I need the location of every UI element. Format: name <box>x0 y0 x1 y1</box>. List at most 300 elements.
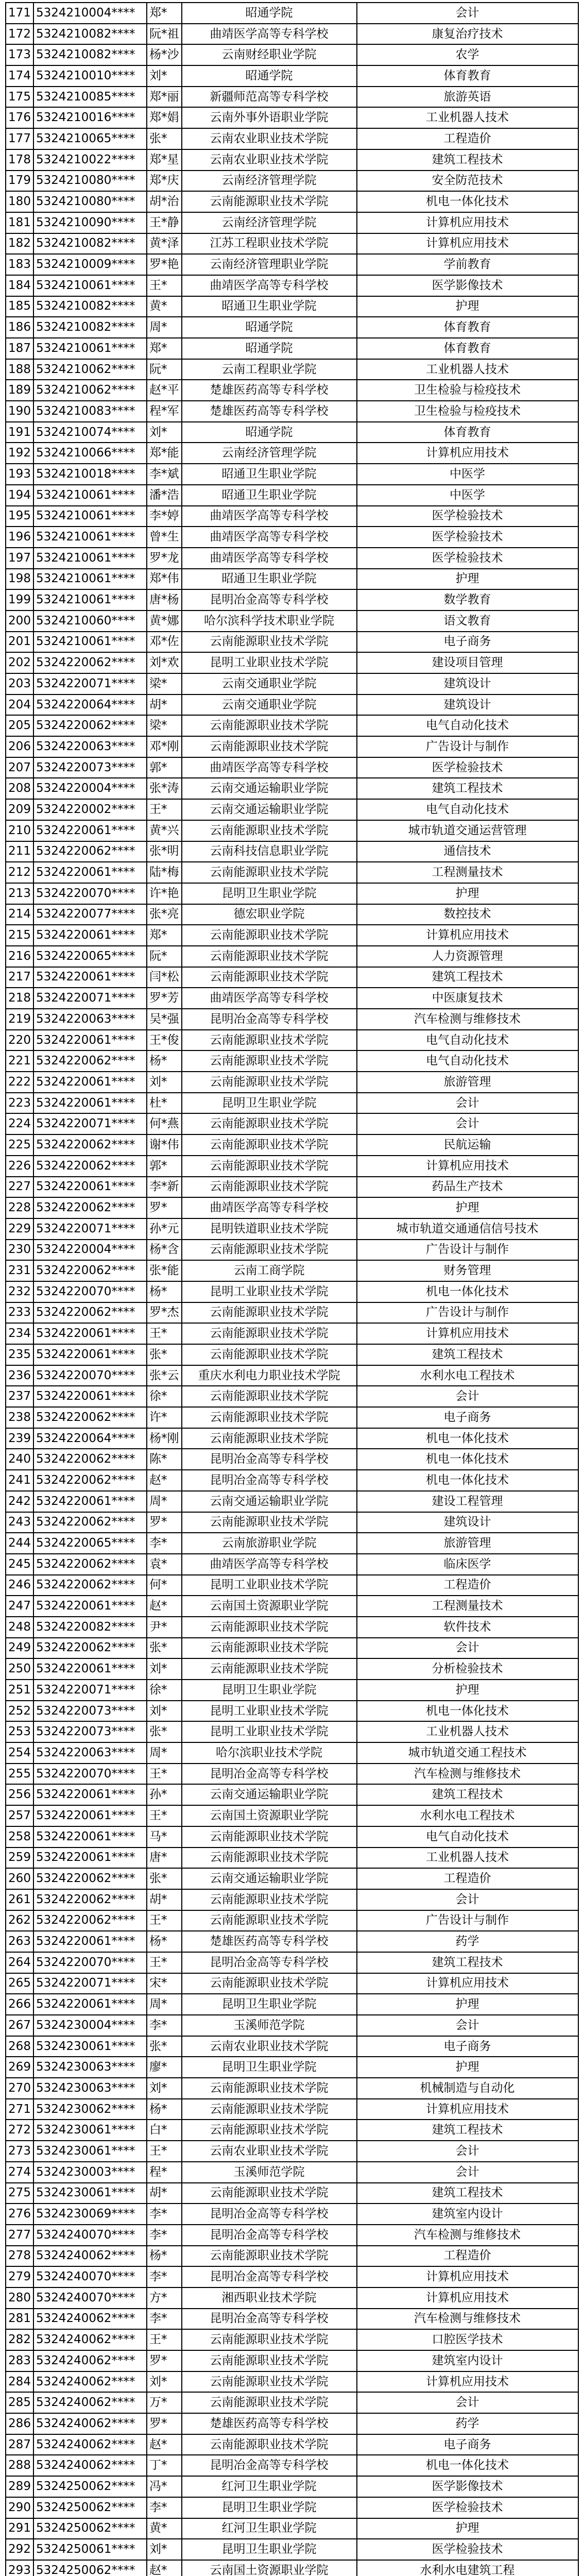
major-name: 建筑设计 <box>357 694 578 716</box>
id-number: 5324220071**** <box>33 1113 147 1134</box>
student-name: 罗*艳 <box>147 254 182 275</box>
row-number: 269 <box>6 2057 33 2078</box>
student-name: 杨* <box>147 1281 182 1302</box>
school-name: 云南国土资源职业学院 <box>182 1805 357 1826</box>
id-number: 5324250062**** <box>33 2476 147 2497</box>
major-name: 旅游管理 <box>357 1533 578 1554</box>
school-name: 红河卫生职业学院 <box>182 2476 357 2497</box>
student-name: 赵* <box>147 2560 182 2576</box>
id-number: 5324220070**** <box>33 1365 147 1386</box>
school-name: 云南能源职业技术学院 <box>182 2329 357 2350</box>
table-row <box>6 443 578 464</box>
id-number: 5324250062**** <box>33 2497 147 2518</box>
student-name: 闫*松 <box>147 967 182 988</box>
id-number: 5324230061**** <box>33 2141 147 2162</box>
table-row <box>6 1931 578 1952</box>
row-number: 279 <box>6 2266 33 2287</box>
school-name: 云南能源职业技术学院 <box>182 2371 357 2393</box>
school-name: 云南能源职业技术学院 <box>182 2392 357 2413</box>
table-row <box>6 3 578 24</box>
table-row <box>6 1742 578 1764</box>
student-name: 刘* <box>147 2539 182 2560</box>
school-name: 昆明冶金高等专科学校 <box>182 1009 357 1030</box>
row-number: 256 <box>6 1784 33 1805</box>
id-number: 5324210061**** <box>33 485 147 506</box>
student-name: 王* <box>147 2329 182 2350</box>
id-number: 5324210061**** <box>33 275 147 296</box>
id-number: 5324240062**** <box>33 2246 147 2267</box>
table-row <box>6 233 578 255</box>
student-name: 张*亮 <box>147 904 182 925</box>
major-name: 软件技术 <box>357 1617 578 1638</box>
id-number: 5324210080**** <box>33 191 147 212</box>
table-row <box>6 2266 578 2287</box>
row-number: 277 <box>6 2225 33 2246</box>
row-number: 234 <box>6 1323 33 1344</box>
student-name: 徐* <box>147 1386 182 1407</box>
major-name: 城市轨道交通通信信号技术 <box>357 1218 578 1240</box>
id-number: 5324220002**** <box>33 799 147 820</box>
school-name: 云南能源职业技术学院 <box>182 1889 357 1910</box>
school-name: 云南交通职业学院 <box>182 673 357 694</box>
school-name: 昭通学院 <box>182 422 357 443</box>
major-name: 口腔医学技术 <box>357 2329 578 2350</box>
major-name: 护理 <box>357 883 578 904</box>
school-name: 云南科技信息职业学院 <box>182 841 357 862</box>
table-row <box>6 2162 578 2183</box>
table-row <box>6 799 578 820</box>
id-number: 5324210082**** <box>33 317 147 338</box>
id-number: 5324220070**** <box>33 1952 147 1973</box>
id-number: 5324220061**** <box>33 1994 147 2015</box>
table-row <box>6 967 578 988</box>
table-row <box>6 1973 578 1994</box>
major-name: 城市轨道交通运营管理 <box>357 820 578 841</box>
id-number: 5324220063**** <box>33 1742 147 1764</box>
major-name: 水利水电工程技术 <box>357 1805 578 1826</box>
row-number: 186 <box>6 317 33 338</box>
student-name: 罗* <box>147 2350 182 2371</box>
table-row <box>6 548 578 569</box>
row-number: 181 <box>6 212 33 233</box>
row-number: 215 <box>6 925 33 946</box>
id-number: 5324230061**** <box>33 2120 147 2141</box>
student-name: 胡* <box>147 1889 182 1910</box>
id-number: 5324210061**** <box>33 506 147 527</box>
student-name: 张*能 <box>147 1260 182 1281</box>
row-number: 173 <box>6 44 33 65</box>
student-name: 程* <box>147 2162 182 2183</box>
student-name: 刘* <box>147 1072 182 1093</box>
student-name: 张*明 <box>147 841 182 862</box>
table-row <box>6 1554 578 1575</box>
id-number: 5324240062**** <box>33 2455 147 2476</box>
table-row <box>6 1072 578 1093</box>
row-number: 176 <box>6 107 33 128</box>
id-number: 5324220061**** <box>33 1030 147 1051</box>
major-name: 汽车检测与维修技术 <box>357 2309 578 2330</box>
school-name: 云南财经职业学院 <box>182 44 357 65</box>
row-number: 227 <box>6 1177 33 1198</box>
row-number: 225 <box>6 1134 33 1156</box>
major-name: 医学影像技术 <box>357 275 578 296</box>
student-name: 马* <box>147 1826 182 1848</box>
major-name: 建筑设计 <box>357 673 578 694</box>
id-number: 5324210061**** <box>33 589 147 611</box>
major-name: 电气自动化技术 <box>357 799 578 820</box>
major-name: 会计 <box>357 1889 578 1910</box>
id-number: 5324220062**** <box>33 1050 147 1072</box>
id-number: 5324220070**** <box>33 1281 147 1302</box>
table-row <box>6 87 578 108</box>
major-name: 计算机应用技术 <box>357 443 578 464</box>
id-number: 5324210082**** <box>33 296 147 317</box>
row-number: 175 <box>6 87 33 108</box>
major-name: 护理 <box>357 2057 578 2078</box>
major-name: 体育教育 <box>357 65 578 87</box>
major-name: 建筑设计 <box>357 1512 578 1533</box>
major-name: 电子商务 <box>357 2036 578 2057</box>
major-name: 广告设计与制作 <box>357 1302 578 1324</box>
school-name: 云南能源职业技术学院 <box>182 1177 357 1198</box>
row-number: 244 <box>6 1533 33 1554</box>
table-row <box>6 715 578 736</box>
student-name: 黄*兴 <box>147 820 182 841</box>
major-name: 计算机应用技术 <box>357 1973 578 1994</box>
row-number: 257 <box>6 1805 33 1826</box>
major-name: 工程测量技术 <box>357 1596 578 1617</box>
table-row <box>6 2246 578 2267</box>
table-row <box>6 2057 578 2078</box>
student-name: 王* <box>147 799 182 820</box>
school-name: 云南能源职业技术学院 <box>182 1848 357 1869</box>
student-name: 邓*佐 <box>147 632 182 653</box>
row-number: 189 <box>6 380 33 401</box>
school-name: 云南农业职业技术学院 <box>182 128 357 149</box>
major-name: 财务管理 <box>357 1260 578 1281</box>
student-name: 何*燕 <box>147 1113 182 1134</box>
major-name: 会计 <box>357 1386 578 1407</box>
school-name: 昭通卫生职业学院 <box>182 296 357 317</box>
id-number: 5324220061**** <box>33 1596 147 1617</box>
table-row <box>6 2225 578 2246</box>
row-number: 202 <box>6 652 33 673</box>
table-row <box>6 2455 578 2476</box>
table-row <box>6 1764 578 1785</box>
row-number: 285 <box>6 2392 33 2413</box>
student-name: 刘* <box>147 1701 182 1722</box>
student-name: 李* <box>147 2015 182 2036</box>
school-name: 昆明工业职业技术学院 <box>182 1721 357 1742</box>
table-row <box>6 589 578 611</box>
student-name: 王* <box>147 1323 182 1344</box>
school-name: 云南交通运输职业学院 <box>182 778 357 799</box>
major-name: 电气自动化技术 <box>357 1826 578 1848</box>
school-name: 云南能源职业技术学院 <box>182 1407 357 1428</box>
student-name: 杨*沙 <box>147 44 182 65</box>
table-row <box>6 171 578 192</box>
id-number: 5324230061**** <box>33 2183 147 2204</box>
table-row <box>6 1533 578 1554</box>
row-number: 236 <box>6 1365 33 1386</box>
student-name: 何* <box>147 1575 182 1596</box>
id-number: 5324220062**** <box>33 1889 147 1910</box>
id-number: 5324220071**** <box>33 673 147 694</box>
row-number: 266 <box>6 1994 33 2015</box>
id-number: 5324220062**** <box>33 652 147 673</box>
student-name: 杨*含 <box>147 1240 182 1261</box>
major-name: 广告设计与制作 <box>357 1910 578 1931</box>
id-number: 5324220077**** <box>33 904 147 925</box>
row-number: 275 <box>6 2183 33 2204</box>
table-row <box>6 2015 578 2036</box>
row-number: 274 <box>6 2162 33 2183</box>
id-number: 5324210085**** <box>33 87 147 108</box>
student-name: 张*云 <box>147 1365 182 1386</box>
row-number: 195 <box>6 506 33 527</box>
row-number: 263 <box>6 1931 33 1952</box>
row-number: 206 <box>6 736 33 757</box>
school-name: 云南能源职业技术学院 <box>182 1973 357 1994</box>
row-number: 273 <box>6 2141 33 2162</box>
row-number: 243 <box>6 1512 33 1533</box>
school-name: 曲靖医学高等专科学校 <box>182 1197 357 1218</box>
table-row <box>6 65 578 87</box>
id-number: 5324220061**** <box>33 1658 147 1680</box>
student-name: 张* <box>147 2036 182 2057</box>
table-row <box>6 1701 578 1722</box>
table-row <box>6 1805 578 1826</box>
major-name: 工程造价 <box>357 1575 578 1596</box>
major-name: 建筑室内设计 <box>357 2204 578 2225</box>
table-row <box>6 296 578 317</box>
row-number: 193 <box>6 464 33 485</box>
table-row <box>6 820 578 841</box>
id-number: 5324210009**** <box>33 254 147 275</box>
major-name: 安全防范技术 <box>357 171 578 192</box>
major-name: 建筑工程技术 <box>357 778 578 799</box>
school-name: 云南能源职业技术学院 <box>182 1638 357 1659</box>
table-row <box>6 1617 578 1638</box>
id-number: 5324230061**** <box>33 2036 147 2057</box>
student-name: 刘*欢 <box>147 652 182 673</box>
student-name: 杨* <box>147 1050 182 1072</box>
major-name: 会计 <box>357 2392 578 2413</box>
id-number: 5324220061**** <box>33 967 147 988</box>
row-number: 223 <box>6 1093 33 1114</box>
id-number: 5324220061**** <box>33 862 147 883</box>
major-name: 建筑工程技术 <box>357 2120 578 2141</box>
major-name: 护理 <box>357 296 578 317</box>
id-number: 5324210060**** <box>33 611 147 632</box>
school-name: 昆明卫生职业学院 <box>182 2057 357 2078</box>
row-number: 178 <box>6 149 33 171</box>
student-name: 胡*治 <box>147 191 182 212</box>
major-name: 农学 <box>357 44 578 65</box>
row-number: 214 <box>6 904 33 925</box>
school-name: 云南能源职业技术学院 <box>182 1050 357 1072</box>
row-number: 184 <box>6 275 33 296</box>
row-number: 261 <box>6 1889 33 1910</box>
major-name: 民航运输 <box>357 1134 578 1156</box>
school-name: 昆明冶金高等专科学校 <box>182 1952 357 1973</box>
table-row <box>6 2329 578 2350</box>
student-name: 郑*娟 <box>147 107 182 128</box>
student-name: 赵* <box>147 1470 182 1491</box>
row-number: 211 <box>6 841 33 862</box>
major-name: 建设工程管理 <box>357 1491 578 1512</box>
student-name: 郭* <box>147 757 182 778</box>
row-number: 258 <box>6 1826 33 1848</box>
school-name: 云南能源职业技术学院 <box>182 2246 357 2267</box>
row-number: 208 <box>6 778 33 799</box>
school-name: 云南能源职业技术学院 <box>182 715 357 736</box>
school-name: 昆明冶金高等专科学校 <box>182 1764 357 1785</box>
id-number: 5324220061**** <box>33 1344 147 1365</box>
school-name: 云南能源职业技术学院 <box>182 1134 357 1156</box>
student-name: 王* <box>147 275 182 296</box>
table-row <box>6 778 578 799</box>
student-name: 王* <box>147 1910 182 1931</box>
student-name: 万* <box>147 2392 182 2413</box>
table-row <box>6 149 578 171</box>
id-number: 5324220062**** <box>33 1638 147 1659</box>
major-name: 建筑工程技术 <box>357 1784 578 1805</box>
major-name: 机电一体化技术 <box>357 1281 578 1302</box>
table-row <box>6 2434 578 2455</box>
school-name: 昆明卫生职业学院 <box>182 1994 357 2015</box>
table-row <box>6 883 578 904</box>
row-number: 171 <box>6 3 33 24</box>
row-number: 192 <box>6 443 33 464</box>
major-name: 城市轨道交通工程技术 <box>357 1742 578 1764</box>
student-name: 刘* <box>147 2078 182 2099</box>
id-number: 5324220062**** <box>33 1197 147 1218</box>
school-name: 云南能源职业技术学院 <box>182 1302 357 1324</box>
id-number: 5324240062**** <box>33 2371 147 2393</box>
id-number: 5324220071**** <box>33 988 147 1009</box>
major-name: 广告设计与制作 <box>357 736 578 757</box>
row-number: 216 <box>6 946 33 967</box>
school-name: 云南能源职业技术学院 <box>182 1428 357 1449</box>
id-number: 5324210074**** <box>33 422 147 443</box>
row-number: 224 <box>6 1113 33 1134</box>
major-name: 会计 <box>357 2015 578 2036</box>
row-number: 283 <box>6 2350 33 2371</box>
student-name: 张* <box>147 1638 182 1659</box>
student-name: 罗* <box>147 2413 182 2434</box>
school-name: 昆明工业职业技术学院 <box>182 1701 357 1722</box>
student-name: 郑* <box>147 925 182 946</box>
row-number: 200 <box>6 611 33 632</box>
student-name: 黄* <box>147 2518 182 2539</box>
school-name: 楚雄医药高等专科学校 <box>182 1931 357 1952</box>
id-number: 5324220061**** <box>33 925 147 946</box>
table-row <box>6 128 578 149</box>
row-number: 253 <box>6 1721 33 1742</box>
student-name: 梁* <box>147 715 182 736</box>
school-name: 云南农业职业技术学院 <box>182 149 357 171</box>
school-name: 昆明卫生职业学院 <box>182 2497 357 2518</box>
major-name: 分析检验技术 <box>357 1658 578 1680</box>
major-name: 计算机应用技术 <box>357 2287 578 2309</box>
school-name: 昆明卫生职业学院 <box>182 883 357 904</box>
student-name: 郑*丽 <box>147 87 182 108</box>
school-name: 云南能源职业技术学院 <box>182 191 357 212</box>
id-number: 5324220064**** <box>33 1428 147 1449</box>
table-row <box>6 1721 578 1742</box>
row-number: 267 <box>6 2015 33 2036</box>
student-name: 李* <box>147 2204 182 2225</box>
id-number: 5324220082**** <box>33 1617 147 1638</box>
table-row <box>6 1030 578 1051</box>
table-row <box>6 2476 578 2497</box>
id-number: 5324220062**** <box>33 1470 147 1491</box>
school-name: 云南工商学院 <box>182 1260 357 1281</box>
id-number: 5324220071**** <box>33 1973 147 1994</box>
table-row <box>6 2413 578 2434</box>
major-name: 通信技术 <box>357 841 578 862</box>
row-number: 222 <box>6 1072 33 1093</box>
school-name: 哈尔滨科学技术职业学院 <box>182 611 357 632</box>
row-number: 179 <box>6 171 33 192</box>
id-number: 5324220062**** <box>33 1868 147 1889</box>
id-number: 5324220063**** <box>33 736 147 757</box>
student-name: 赵*平 <box>147 380 182 401</box>
student-name: 胡* <box>147 2183 182 2204</box>
major-name: 工业机器人技术 <box>357 359 578 380</box>
school-name: 昆明冶金高等专科学校 <box>182 2225 357 2246</box>
id-number: 5324230004**** <box>33 2015 147 2036</box>
row-number: 203 <box>6 673 33 694</box>
major-name: 电子商务 <box>357 632 578 653</box>
student-name: 王* <box>147 1805 182 1826</box>
row-number: 194 <box>6 485 33 506</box>
table-row <box>6 1260 578 1281</box>
table-row <box>6 1575 578 1596</box>
row-number: 268 <box>6 2036 33 2057</box>
id-number: 5324220065**** <box>33 946 147 967</box>
major-name: 机械制造与自动化 <box>357 2078 578 2099</box>
id-number: 5324220062**** <box>33 715 147 736</box>
table-row <box>6 2204 578 2225</box>
student-name: 曾*生 <box>147 527 182 548</box>
major-name: 会计 <box>357 2162 578 2183</box>
student-name: 张* <box>147 128 182 149</box>
row-number: 233 <box>6 1302 33 1324</box>
school-name: 云南能源职业技术学院 <box>182 1323 357 1344</box>
major-name: 卫生检验与检疫技术 <box>357 401 578 422</box>
row-number: 213 <box>6 883 33 904</box>
row-number: 272 <box>6 2120 33 2141</box>
school-name: 云南农业职业技术学院 <box>182 2141 357 2162</box>
row-number: 185 <box>6 296 33 317</box>
school-name: 云南能源职业技术学院 <box>182 820 357 841</box>
school-name: 玉溪师范学院 <box>182 2015 357 2036</box>
table-row <box>6 2183 578 2204</box>
school-name: 红河卫生职业学院 <box>182 2518 357 2539</box>
row-number: 241 <box>6 1470 33 1491</box>
table-row <box>6 1302 578 1324</box>
major-name: 会计 <box>357 2141 578 2162</box>
school-name: 昆明卫生职业学院 <box>182 2539 357 2560</box>
major-name: 计算机应用技术 <box>357 233 578 255</box>
major-name: 汽车检测与维修技术 <box>357 1009 578 1030</box>
major-name: 药学 <box>357 2413 578 2434</box>
id-number: 5324210083**** <box>33 401 147 422</box>
table-row <box>6 1889 578 1910</box>
school-name: 云南能源职业技术学院 <box>182 1826 357 1848</box>
